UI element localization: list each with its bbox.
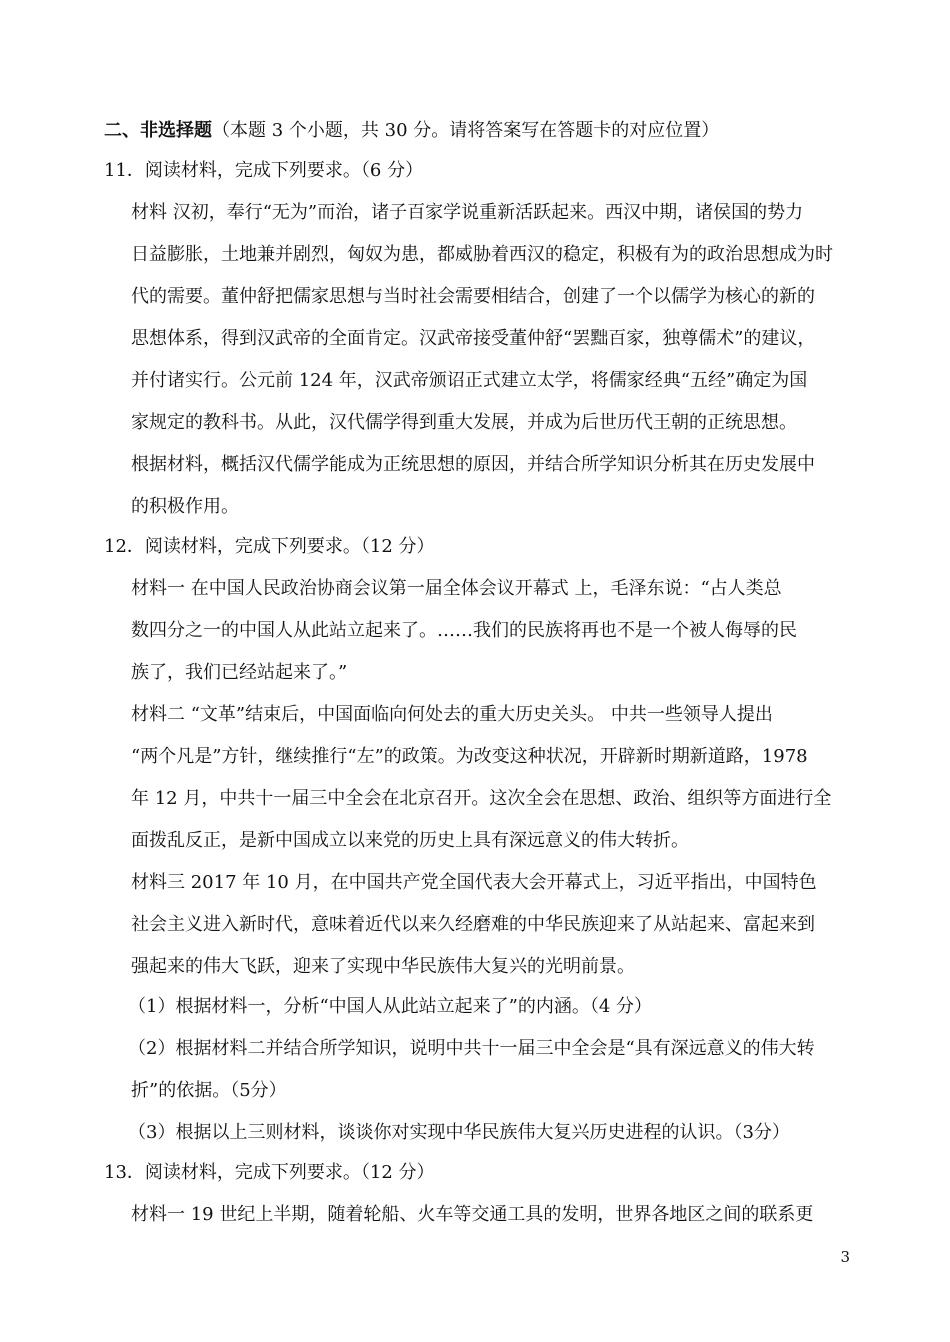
q12-material-3-line: 材料三 2017 年 10 月，在中国共产党全国代表大会开幕式上，习近平指出，中国特色 [131, 872, 817, 893]
q11-prompt-line: 根据材料，概括汉代儒学能成为正统思想的原因，并结合所学知识分析其在历史发展中 [131, 454, 815, 475]
q12-material-2-line: “两个凡是”方针，继续推行“左”的政策。为改变这种状况，开辟新时期新道路，1978 [131, 746, 808, 767]
q11-material-line: 材料 汉初，奉行“无为”而治，诸子百家学说重新活跃起来。西汉中期，诸侯国的势力 [131, 202, 804, 223]
question-11-title: 11．阅读材料，完成下列要求。（6 分） [104, 160, 424, 181]
q11-material-line: 并付诸实行。公元前 124 年，汉武帝颁诏正式建立太学，将儒家经典“五经”确定为国 [131, 370, 808, 391]
q12-sub-question-2: （2）根据材料二并结合所学知识，说明中共十一届三中全会是“具有深远意义的伟大转 [128, 1038, 815, 1059]
section-header [104, 119, 824, 143]
q12-sub-question-3: （3）根据以上三则材料，谈谈你对实现中华民族伟大复兴历史进程的认识。（3分） [128, 1122, 790, 1143]
page-number: 3 [840, 1248, 850, 1266]
q11-material-line: 代的需要。董仲舒把儒家思想与当时社会需要相结合，创建了一个以儒学为核心的新的 [131, 286, 815, 307]
q13-material-1-line: 材料一 19 世纪上半期，随着轮船、火车等交通工具的发明，世界各地区之间的联系更 [131, 1204, 814, 1225]
question-12-title: 12．阅读材料，完成下列要求。（12 分） [104, 536, 435, 557]
q11-material-line: 日益膨胀，土地兼并剧烈，匈奴为患，都威胁着西汉的稳定，积极有为的政治思想成为时 [131, 244, 833, 265]
q11-material-line: 思想体系，得到汉武帝的全面肯定。汉武帝接受董仲舒“罢黜百家，独尊儒术”的建议， [131, 328, 816, 349]
q12-material-2-line: 面拨乱反正，是新中国成立以来党的历史上具有深远意义的伟大转折。 [131, 830, 689, 851]
q11-material-line: 家规定的教科书。从此，汉代儒学得到重大发展，并成为后世历代王朝的正统思想。 [131, 412, 797, 433]
q12-sub-question-2-cont: 折”的依据。（5分） [131, 1080, 287, 1101]
question-13-title: 13．阅读材料，完成下列要求。（12 分） [104, 1162, 435, 1183]
q12-material-3-line: 社会主义进入新时代，意味着近代以来久经磨难的中华民族迎来了从站起来、富起来到 [131, 914, 815, 935]
q12-material-2-line: 材料二 “文革”结束后，中国面临向何处去的重大历史关头。 中共一些领导人提出 [131, 704, 773, 725]
q12-material-1-line: 数四分之一的中国人从此站立起来了。……我们的民族将再也不是一个被人侮辱的民 [131, 620, 797, 641]
q12-material-1-line: 材料一 在中国人民政治协商会议第一届全体会议开幕式 上，毛泽东说：“占人类总 [131, 578, 782, 599]
q11-prompt-line: 的积极作用。 [131, 496, 239, 517]
q12-material-1-line: 族了，我们已经站起来了。” [131, 662, 348, 683]
section-note: （本题 3 个小题，共 30 分。请将答案写在答题卡的对应位置） [212, 120, 720, 141]
section-heading: 二、非选择题 [104, 120, 212, 141]
q12-material-3-line: 强起来的伟大飞跃，迎来了实现中华民族伟大复兴的光明前景。 [131, 956, 635, 977]
q12-material-2-line: 年 12 月，中共十一届三中全会在北京召开。这次全会在思想、政治、组织等方面进行全 [131, 788, 832, 809]
q12-sub-question-1: （1）根据材料一，分析“中国人从此站立起来了”的内涵。（4 分） [128, 996, 653, 1017]
